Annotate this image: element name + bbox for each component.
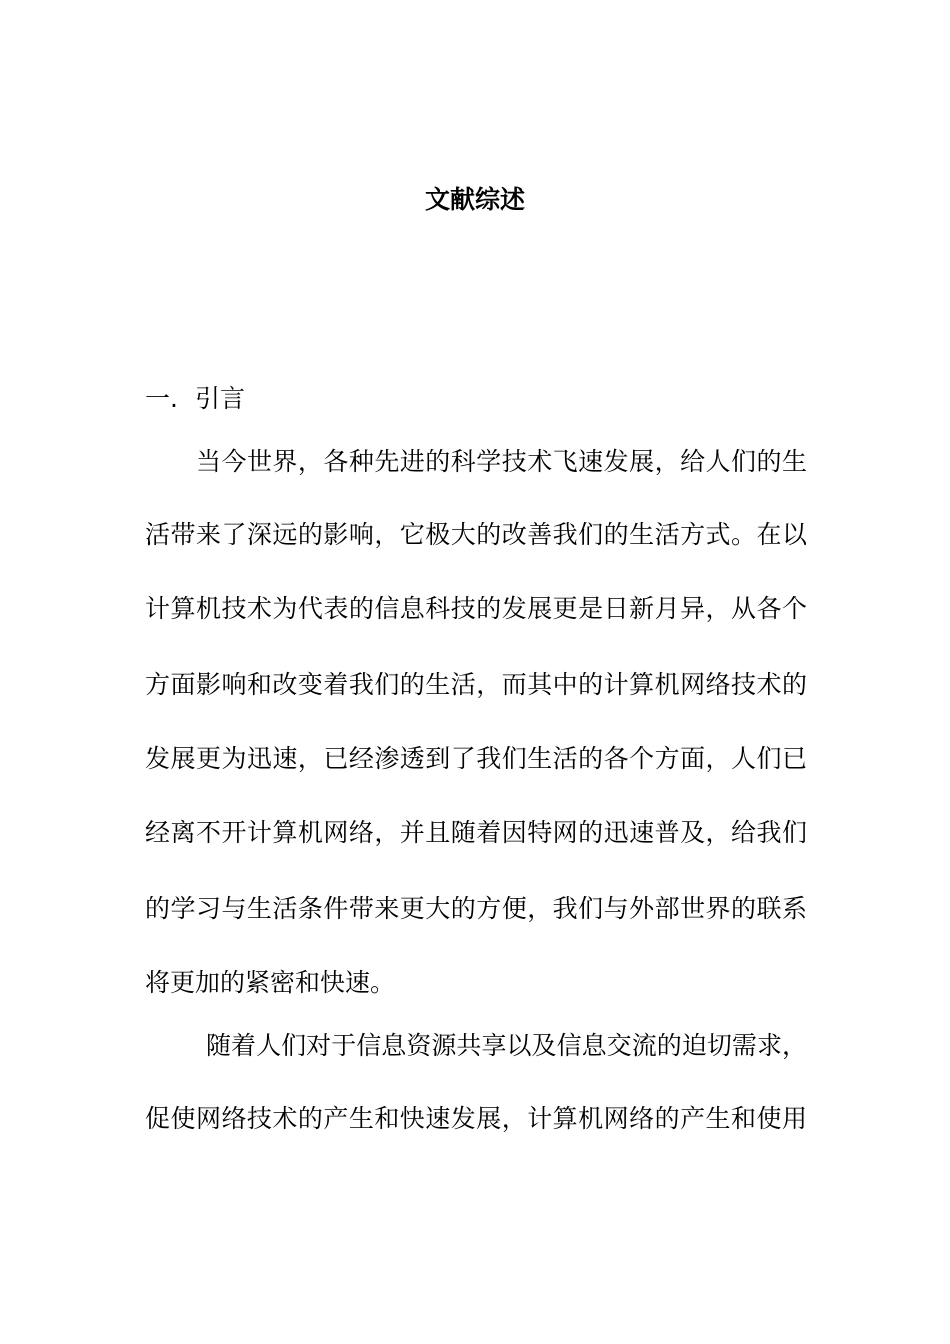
paragraph-line: 随着人们对于信息资源共享以及信息交流的迫切需求， [206,1031,807,1060]
section-heading [145,383,245,415]
paragraph-line: 经离不开计算机网络，并且随着因特网的迅速普及，给我们 [145,818,807,847]
paragraph-line: 发展更为迅速，已经渗透到了我们生活的各个方面，人们已 [145,744,807,773]
section-number: 一. [145,384,178,413]
paragraph-line: 的学习与生活条件带来更大的方便，我们与外部世界的联系 [145,894,807,923]
paragraph-line: 促使网络技术的产生和快速发展，计算机网络的产生和使用 [145,1104,807,1133]
paragraph-line: 计算机技术为代表的信息科技的发展更是日新月异，从各个 [145,594,807,623]
document-title: 文献综述 [424,185,525,214]
paragraph-line: 将更加的紧密和快速。 [145,968,396,997]
paragraph-line: 方面影响和改变着我们的生活，而其中的计算机网络技术的 [145,670,807,699]
paragraph-line: 当今世界，各种先进的科学技术飞速发展，给人们的生 [196,447,807,476]
paragraph-line: 活带来了深远的影响，它极大的改善我们的生活方式。在以 [145,520,807,549]
section-title: 引言 [195,384,246,413]
